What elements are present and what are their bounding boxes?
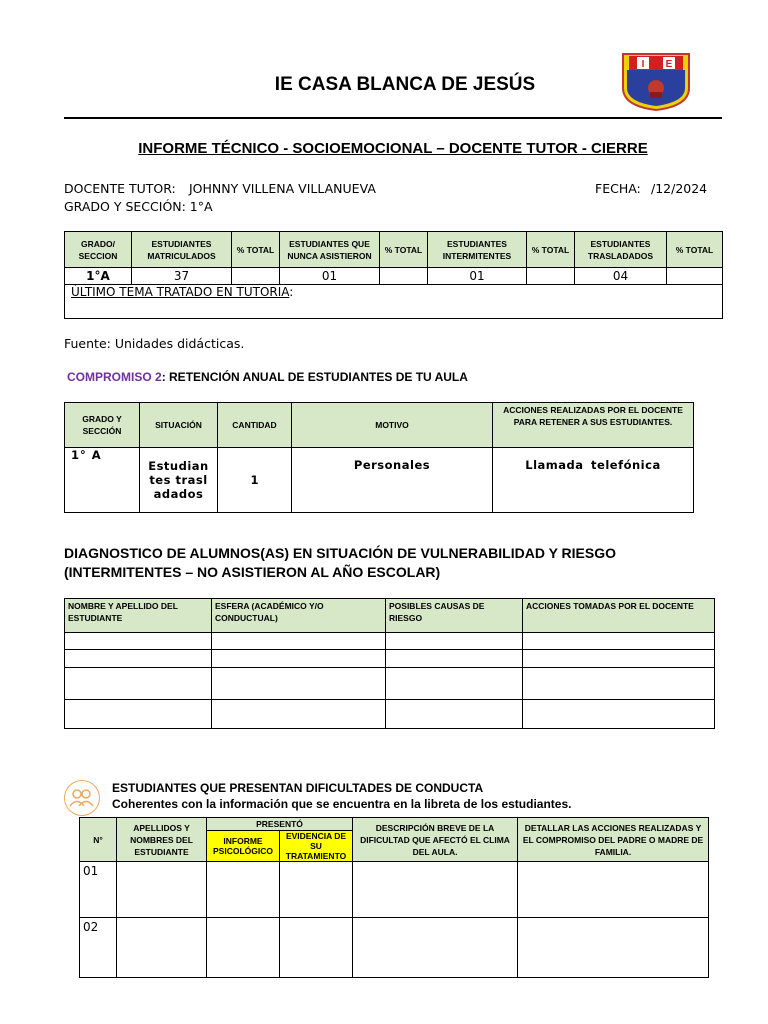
conducta-title: ESTUDIANTES QUE PRESENTAN DIFICULTADES DE CONDUCTA bbox=[112, 781, 484, 795]
th2-cantidad: CANTIDAD bbox=[218, 403, 292, 448]
grado-seccion-line: GRADO Y SECCIÓN: 1°A bbox=[64, 199, 213, 214]
cell2-acciones: Llamada telefónica bbox=[493, 448, 694, 513]
th-grado-seccion: GRADO/ SECCION bbox=[65, 232, 132, 268]
th3-nombre: NOMBRE Y APELLIDO DEL ESTUDIANTE bbox=[65, 599, 212, 633]
retencion-table bbox=[64, 402, 694, 513]
compromiso-heading bbox=[67, 370, 468, 384]
cell4-num-2: 02 bbox=[80, 918, 117, 978]
school-logo bbox=[617, 48, 695, 112]
page-title: IE CASA BLANCA DE JESÚS bbox=[274, 74, 536, 95]
th3-acciones: ACCIONES TOMADAS POR EL DOCENTE bbox=[523, 599, 715, 633]
diagnostico-table bbox=[64, 598, 715, 729]
fuente-text: Fuente: Unidades didácticas. bbox=[64, 336, 245, 351]
th2-grado-seccion: GRADO Y SECCIÓN bbox=[65, 403, 140, 448]
th-nunca-asistieron: ESTUDIANTES QUE NUNCA ASISTIERON bbox=[280, 232, 380, 268]
table-cell[interactable] bbox=[523, 633, 715, 650]
cell-total-2 bbox=[380, 268, 428, 285]
cell-total-1 bbox=[232, 268, 280, 285]
cell2-cantidad: 1 bbox=[218, 448, 292, 513]
table-cell[interactable] bbox=[65, 700, 212, 729]
th2-situacion: SITUACIÓN bbox=[140, 403, 218, 448]
cell2-motivo: Personales bbox=[292, 448, 493, 513]
cell-nunca-asistieron: 01 bbox=[280, 268, 380, 285]
th-total-4: % TOTAL bbox=[667, 232, 723, 268]
th4-descripcion: DESCRIPCIÓN BREVE DE LA DIFICULTAD QUE AFECTÓ EL CLIMA DEL AULA. bbox=[353, 818, 518, 862]
th4-detallar: DETALLAR LAS ACCIONES REALIZADAS Y EL COMPROMISO DEL PADRE O MADRE DE FAMILIA. bbox=[518, 818, 709, 862]
cell-trasladados: 04 bbox=[575, 268, 667, 285]
cell2-situacion: Estudiantes trasladados bbox=[140, 448, 218, 513]
svg-text:I: I bbox=[641, 59, 645, 70]
cell4-num-1: 01 bbox=[80, 862, 117, 918]
report-subtitle: INFORME TÉCNICO - SOCIOEMOCIONAL – DOCENTE TUTOR - CIERRE bbox=[138, 140, 648, 157]
table-cell[interactable] bbox=[207, 918, 280, 978]
th4-num: N° bbox=[80, 818, 117, 862]
cell2-grado: 1° A bbox=[65, 448, 140, 513]
table-cell[interactable] bbox=[280, 918, 353, 978]
resumen-table bbox=[64, 231, 723, 319]
compromiso-label: COMPROMISO 2 bbox=[67, 370, 162, 384]
ultimo-tema-colon: : bbox=[289, 285, 294, 299]
header-divider bbox=[64, 117, 722, 119]
ultimo-tema-cell[interactable] bbox=[65, 285, 723, 319]
cell-grado: 1°A bbox=[65, 268, 132, 285]
th-matriculados: ESTUDIANTES MATRICULADOS bbox=[132, 232, 232, 268]
fecha-value: /12/2024 bbox=[651, 181, 708, 196]
th2-acciones: ACCIONES REALIZADAS POR EL DOCENTE PARA RETENER A SUS ESTUDIANTES. bbox=[493, 403, 694, 448]
table-cell[interactable] bbox=[117, 918, 207, 978]
table-cell[interactable] bbox=[212, 700, 386, 729]
th4-presento: PRESENTÓ bbox=[207, 818, 353, 831]
table-cell[interactable] bbox=[65, 668, 212, 700]
table-cell[interactable] bbox=[386, 700, 523, 729]
table-cell[interactable] bbox=[65, 633, 212, 650]
docente-label: DOCENTE TUTOR: bbox=[64, 181, 176, 196]
th2-motivo: MOTIVO bbox=[292, 403, 493, 448]
students-icon bbox=[64, 780, 100, 816]
th4-apellidos: APELLIDOS Y NOMBRES DEL ESTUDIANTE bbox=[117, 818, 207, 862]
th4-informe: INFORME PSICOLÓGICO bbox=[207, 831, 280, 862]
table-cell[interactable] bbox=[212, 668, 386, 700]
table-cell[interactable] bbox=[212, 650, 386, 668]
table-cell[interactable] bbox=[353, 862, 518, 918]
table-cell[interactable] bbox=[353, 918, 518, 978]
conducta-table bbox=[79, 817, 709, 978]
th-total-2: % TOTAL bbox=[380, 232, 428, 268]
table-cell[interactable] bbox=[518, 862, 709, 918]
table-cell[interactable] bbox=[386, 668, 523, 700]
cell-total-3 bbox=[527, 268, 575, 285]
cell-intermitentes: 01 bbox=[428, 268, 527, 285]
conducta-subtitle: Coherentes con la información que se encuentra en la libreta de los estudiantes. bbox=[112, 797, 572, 811]
docente-value: JOHNNY VILLENA VILLANUEVA bbox=[189, 181, 376, 196]
table-cell[interactable] bbox=[280, 862, 353, 918]
table-cell[interactable] bbox=[523, 668, 715, 700]
ultimo-tema-label: ÚLTIMO TEMA TRATADO EN TUTORIA bbox=[71, 285, 290, 299]
th-total-1: % TOTAL bbox=[232, 232, 280, 268]
th3-esfera: ESFERA (ACADÉMICO Y/O CONDUCTUAL) bbox=[212, 599, 386, 633]
cell-matriculados: 37 bbox=[132, 268, 232, 285]
table-cell[interactable] bbox=[523, 700, 715, 729]
table-cell[interactable] bbox=[117, 862, 207, 918]
th3-causas: POSIBLES CAUSAS DE RIESGO bbox=[386, 599, 523, 633]
table-cell[interactable] bbox=[518, 918, 709, 978]
svg-text:E: E bbox=[665, 59, 673, 70]
diagnostico-title: DIAGNOSTICO DE ALUMNOS(AS) EN SITUACIÓN DE VULNERABILIDAD Y RIESGO (INTERMITENTES – NO ASISTIERON AL AÑO ESCOLAR) bbox=[64, 545, 616, 580]
th-intermitentes: ESTUDIANTES INTERMITENTES bbox=[428, 232, 527, 268]
table-cell[interactable] bbox=[212, 633, 386, 650]
table-cell[interactable] bbox=[523, 650, 715, 668]
table-cell[interactable] bbox=[65, 650, 212, 668]
fecha-label: FECHA: bbox=[595, 181, 641, 196]
th-total-3: % TOTAL bbox=[527, 232, 575, 268]
table-cell[interactable] bbox=[207, 862, 280, 918]
cell-total-4 bbox=[667, 268, 723, 285]
th-trasladados: ESTUDIANTES TRASLADADOS bbox=[575, 232, 667, 268]
table-cell[interactable] bbox=[386, 650, 523, 668]
table-cell[interactable] bbox=[386, 633, 523, 650]
th4-evidencia: EVIDENCIA DE SU TRATAMIENTO bbox=[280, 831, 353, 862]
compromiso-text: : RETENCIÓN ANUAL DE ESTUDIANTES DE TU AULA bbox=[161, 370, 468, 384]
